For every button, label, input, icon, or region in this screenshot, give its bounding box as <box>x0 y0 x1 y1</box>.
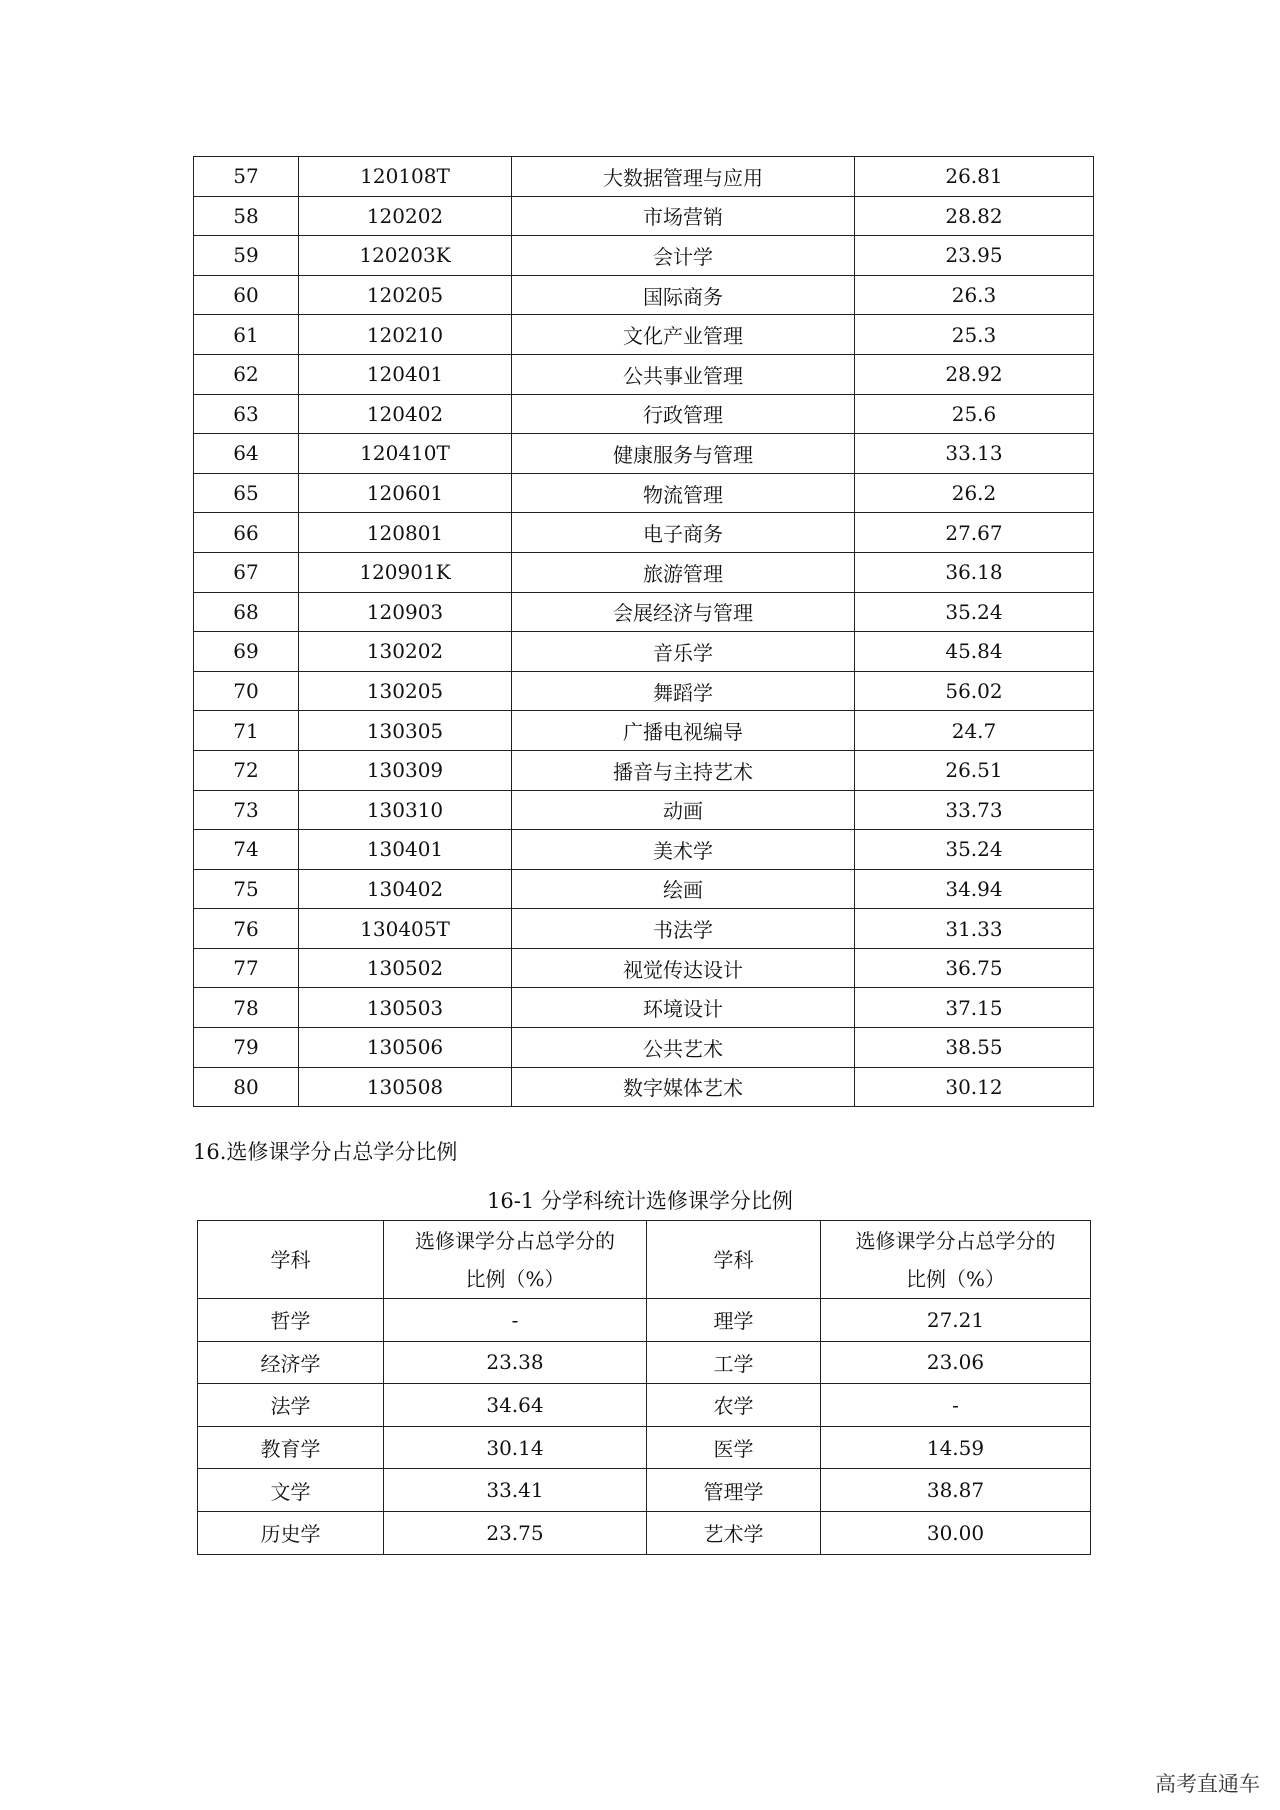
table-row <box>198 1299 1091 1342</box>
row-number: 75 <box>194 869 299 909</box>
row-number: 69 <box>194 632 299 672</box>
row-number: 63 <box>194 394 299 434</box>
major-name: 市场营销 <box>512 196 855 236</box>
row-number: 71 <box>194 711 299 751</box>
credit-ratio: 24.7 <box>855 711 1094 751</box>
major-code: 130401 <box>299 830 512 870</box>
table-row <box>194 1028 1094 1068</box>
table-row <box>198 1384 1091 1427</box>
row-number: 77 <box>194 948 299 988</box>
credit-ratio: 27.67 <box>855 513 1094 553</box>
subject-name: 理学 <box>647 1299 821 1342</box>
header-row <box>198 1221 1091 1299</box>
major-code: 130405T <box>299 909 512 949</box>
credit-ratio: 36.18 <box>855 552 1094 592</box>
table-row <box>198 1469 1091 1512</box>
major-name: 视觉传达设计 <box>512 948 855 988</box>
row-number: 72 <box>194 750 299 790</box>
major-name: 物流管理 <box>512 473 855 513</box>
table-row <box>198 1426 1091 1469</box>
row-number: 62 <box>194 354 299 394</box>
credit-ratio: 34.94 <box>855 869 1094 909</box>
row-number: 78 <box>194 988 299 1028</box>
row-number: 80 <box>194 1067 299 1107</box>
row-number: 61 <box>194 315 299 355</box>
subjects-table-body <box>198 1299 1091 1555</box>
table-row <box>194 790 1094 830</box>
major-name: 动画 <box>512 790 855 830</box>
row-number: 79 <box>194 1028 299 1068</box>
header-ratio-b <box>821 1221 1091 1299</box>
header-ratio-b-line2: 比例（%） <box>905 1266 1005 1291</box>
subject-name: 文学 <box>198 1469 384 1512</box>
major-name: 文化产业管理 <box>512 315 855 355</box>
credit-ratio: 56.02 <box>855 671 1094 711</box>
subject-ratio: - <box>821 1384 1091 1427</box>
subject-name: 医学 <box>647 1426 821 1469</box>
header-ratio-a-line1: 选修课学分占总学分的 <box>415 1228 615 1253</box>
major-code: 130508 <box>299 1067 512 1107</box>
row-number: 57 <box>194 157 299 197</box>
subject-ratio: 34.64 <box>384 1384 647 1427</box>
row-number: 70 <box>194 671 299 711</box>
major-code: 120410T <box>299 434 512 474</box>
major-name: 环境设计 <box>512 988 855 1028</box>
major-code: 120901K <box>299 552 512 592</box>
major-code: 130205 <box>299 671 512 711</box>
header-ratio-b-line1: 选修课学分占总学分的 <box>855 1228 1056 1253</box>
major-name: 播音与主持艺术 <box>512 750 855 790</box>
major-name: 公共事业管理 <box>512 354 855 394</box>
table-row <box>194 236 1094 276</box>
major-name: 行政管理 <box>512 394 855 434</box>
row-number: 66 <box>194 513 299 553</box>
major-name: 数字媒体艺术 <box>512 1067 855 1107</box>
table-row <box>194 315 1094 355</box>
subject-ratio: 14.59 <box>821 1426 1091 1469</box>
major-name: 旅游管理 <box>512 552 855 592</box>
major-code: 130502 <box>299 948 512 988</box>
major-name: 广播电视编导 <box>512 711 855 751</box>
header-subject-a: 学科 <box>198 1221 384 1299</box>
major-code: 120210 <box>299 315 512 355</box>
table-row <box>194 592 1094 632</box>
credit-ratio: 36.75 <box>855 948 1094 988</box>
table-row <box>194 830 1094 870</box>
major-code: 120205 <box>299 275 512 315</box>
subject-ratio: 33.41 <box>384 1469 647 1512</box>
subject-name: 工学 <box>647 1341 821 1384</box>
major-name: 公共艺术 <box>512 1028 855 1068</box>
subject-ratio: 23.06 <box>821 1341 1091 1384</box>
subject-name: 历史学 <box>198 1511 384 1554</box>
major-code: 120108T <box>299 157 512 197</box>
credit-ratio: 35.24 <box>855 592 1094 632</box>
major-name: 会计学 <box>512 236 855 276</box>
credit-ratio: 33.73 <box>855 790 1094 830</box>
row-number: 73 <box>194 790 299 830</box>
major-name: 舞蹈学 <box>512 671 855 711</box>
credit-ratio: 23.95 <box>855 236 1094 276</box>
credit-ratio: 25.6 <box>855 394 1094 434</box>
table-row <box>194 354 1094 394</box>
major-code: 120601 <box>299 473 512 513</box>
major-code: 130310 <box>299 790 512 830</box>
credit-ratio: 35.24 <box>855 830 1094 870</box>
major-code: 120203K <box>299 236 512 276</box>
credit-ratio: 45.84 <box>855 632 1094 672</box>
major-code: 130402 <box>299 869 512 909</box>
subject-name: 教育学 <box>198 1426 384 1469</box>
major-code: 120202 <box>299 196 512 236</box>
table-row <box>194 157 1094 197</box>
table-row <box>194 473 1094 513</box>
subject-ratio: - <box>384 1299 647 1342</box>
credit-ratio: 28.92 <box>855 354 1094 394</box>
row-number: 65 <box>194 473 299 513</box>
credit-ratio: 33.13 <box>855 434 1094 474</box>
credit-ratio: 25.3 <box>855 315 1094 355</box>
subject-ratio: 23.75 <box>384 1511 647 1554</box>
subject-ratio: 30.14 <box>384 1426 647 1469</box>
table-row <box>194 196 1094 236</box>
table-row <box>194 711 1094 751</box>
table-row <box>194 434 1094 474</box>
major-name: 健康服务与管理 <box>512 434 855 474</box>
row-number: 64 <box>194 434 299 474</box>
subjects-table-header <box>198 1221 1091 1299</box>
major-name: 国际商务 <box>512 275 855 315</box>
row-number: 60 <box>194 275 299 315</box>
major-name: 书法学 <box>512 909 855 949</box>
table-row <box>194 632 1094 672</box>
table-row <box>194 1067 1094 1107</box>
header-subject-b: 学科 <box>647 1221 821 1299</box>
row-number: 58 <box>194 196 299 236</box>
header-ratio-a <box>384 1221 647 1299</box>
major-code: 130503 <box>299 988 512 1028</box>
major-name: 音乐学 <box>512 632 855 672</box>
credit-ratio: 37.15 <box>855 988 1094 1028</box>
table-row <box>194 909 1094 949</box>
table-row <box>198 1511 1091 1554</box>
subjects-ratio-table <box>197 1220 1091 1555</box>
majors-credit-table <box>193 156 1094 1107</box>
watermark-text: 高考直通车 <box>1155 1772 1260 1796</box>
credit-ratio: 26.51 <box>855 750 1094 790</box>
table-row <box>194 988 1094 1028</box>
major-code: 120801 <box>299 513 512 553</box>
credit-ratio: 28.82 <box>855 196 1094 236</box>
credit-ratio: 31.33 <box>855 909 1094 949</box>
table-row <box>198 1341 1091 1384</box>
table-row <box>194 750 1094 790</box>
major-code: 130506 <box>299 1028 512 1068</box>
section-heading: 16.选修课学分占总学分比例 <box>193 1140 458 1164</box>
table-row <box>194 275 1094 315</box>
subject-name: 经济学 <box>198 1341 384 1384</box>
subject-name: 法学 <box>198 1384 384 1427</box>
major-name: 大数据管理与应用 <box>512 157 855 197</box>
credit-ratio: 30.12 <box>855 1067 1094 1107</box>
subject-name: 哲学 <box>198 1299 384 1342</box>
row-number: 68 <box>194 592 299 632</box>
major-code: 130202 <box>299 632 512 672</box>
table-row <box>194 948 1094 988</box>
major-code: 120401 <box>299 354 512 394</box>
major-name: 美术学 <box>512 830 855 870</box>
row-number: 74 <box>194 830 299 870</box>
credit-ratio: 38.55 <box>855 1028 1094 1068</box>
subject-ratio: 30.00 <box>821 1511 1091 1554</box>
major-code: 130305 <box>299 711 512 751</box>
subject-ratio: 38.87 <box>821 1469 1091 1512</box>
header-ratio-a-line2: 比例（%） <box>465 1266 565 1291</box>
credit-ratio: 26.2 <box>855 473 1094 513</box>
table-row <box>194 552 1094 592</box>
major-name: 绘画 <box>512 869 855 909</box>
credit-ratio: 26.81 <box>855 157 1094 197</box>
table-row <box>194 394 1094 434</box>
major-code: 120402 <box>299 394 512 434</box>
major-code: 120903 <box>299 592 512 632</box>
majors-table-body <box>194 157 1094 1107</box>
subject-name: 艺术学 <box>647 1511 821 1554</box>
row-number: 59 <box>194 236 299 276</box>
credit-ratio: 26.3 <box>855 275 1094 315</box>
table-row <box>194 513 1094 553</box>
table-row <box>194 671 1094 711</box>
row-number: 67 <box>194 552 299 592</box>
subject-ratio: 27.21 <box>821 1299 1091 1342</box>
row-number: 76 <box>194 909 299 949</box>
subject-ratio: 23.38 <box>384 1341 647 1384</box>
major-code: 130309 <box>299 750 512 790</box>
major-name: 电子商务 <box>512 513 855 553</box>
subject-name: 农学 <box>647 1384 821 1427</box>
subject-name: 管理学 <box>647 1469 821 1512</box>
major-name: 会展经济与管理 <box>512 592 855 632</box>
table-row <box>194 869 1094 909</box>
table-caption: 16-1 分学科统计选修课学分比例 <box>487 1189 793 1213</box>
